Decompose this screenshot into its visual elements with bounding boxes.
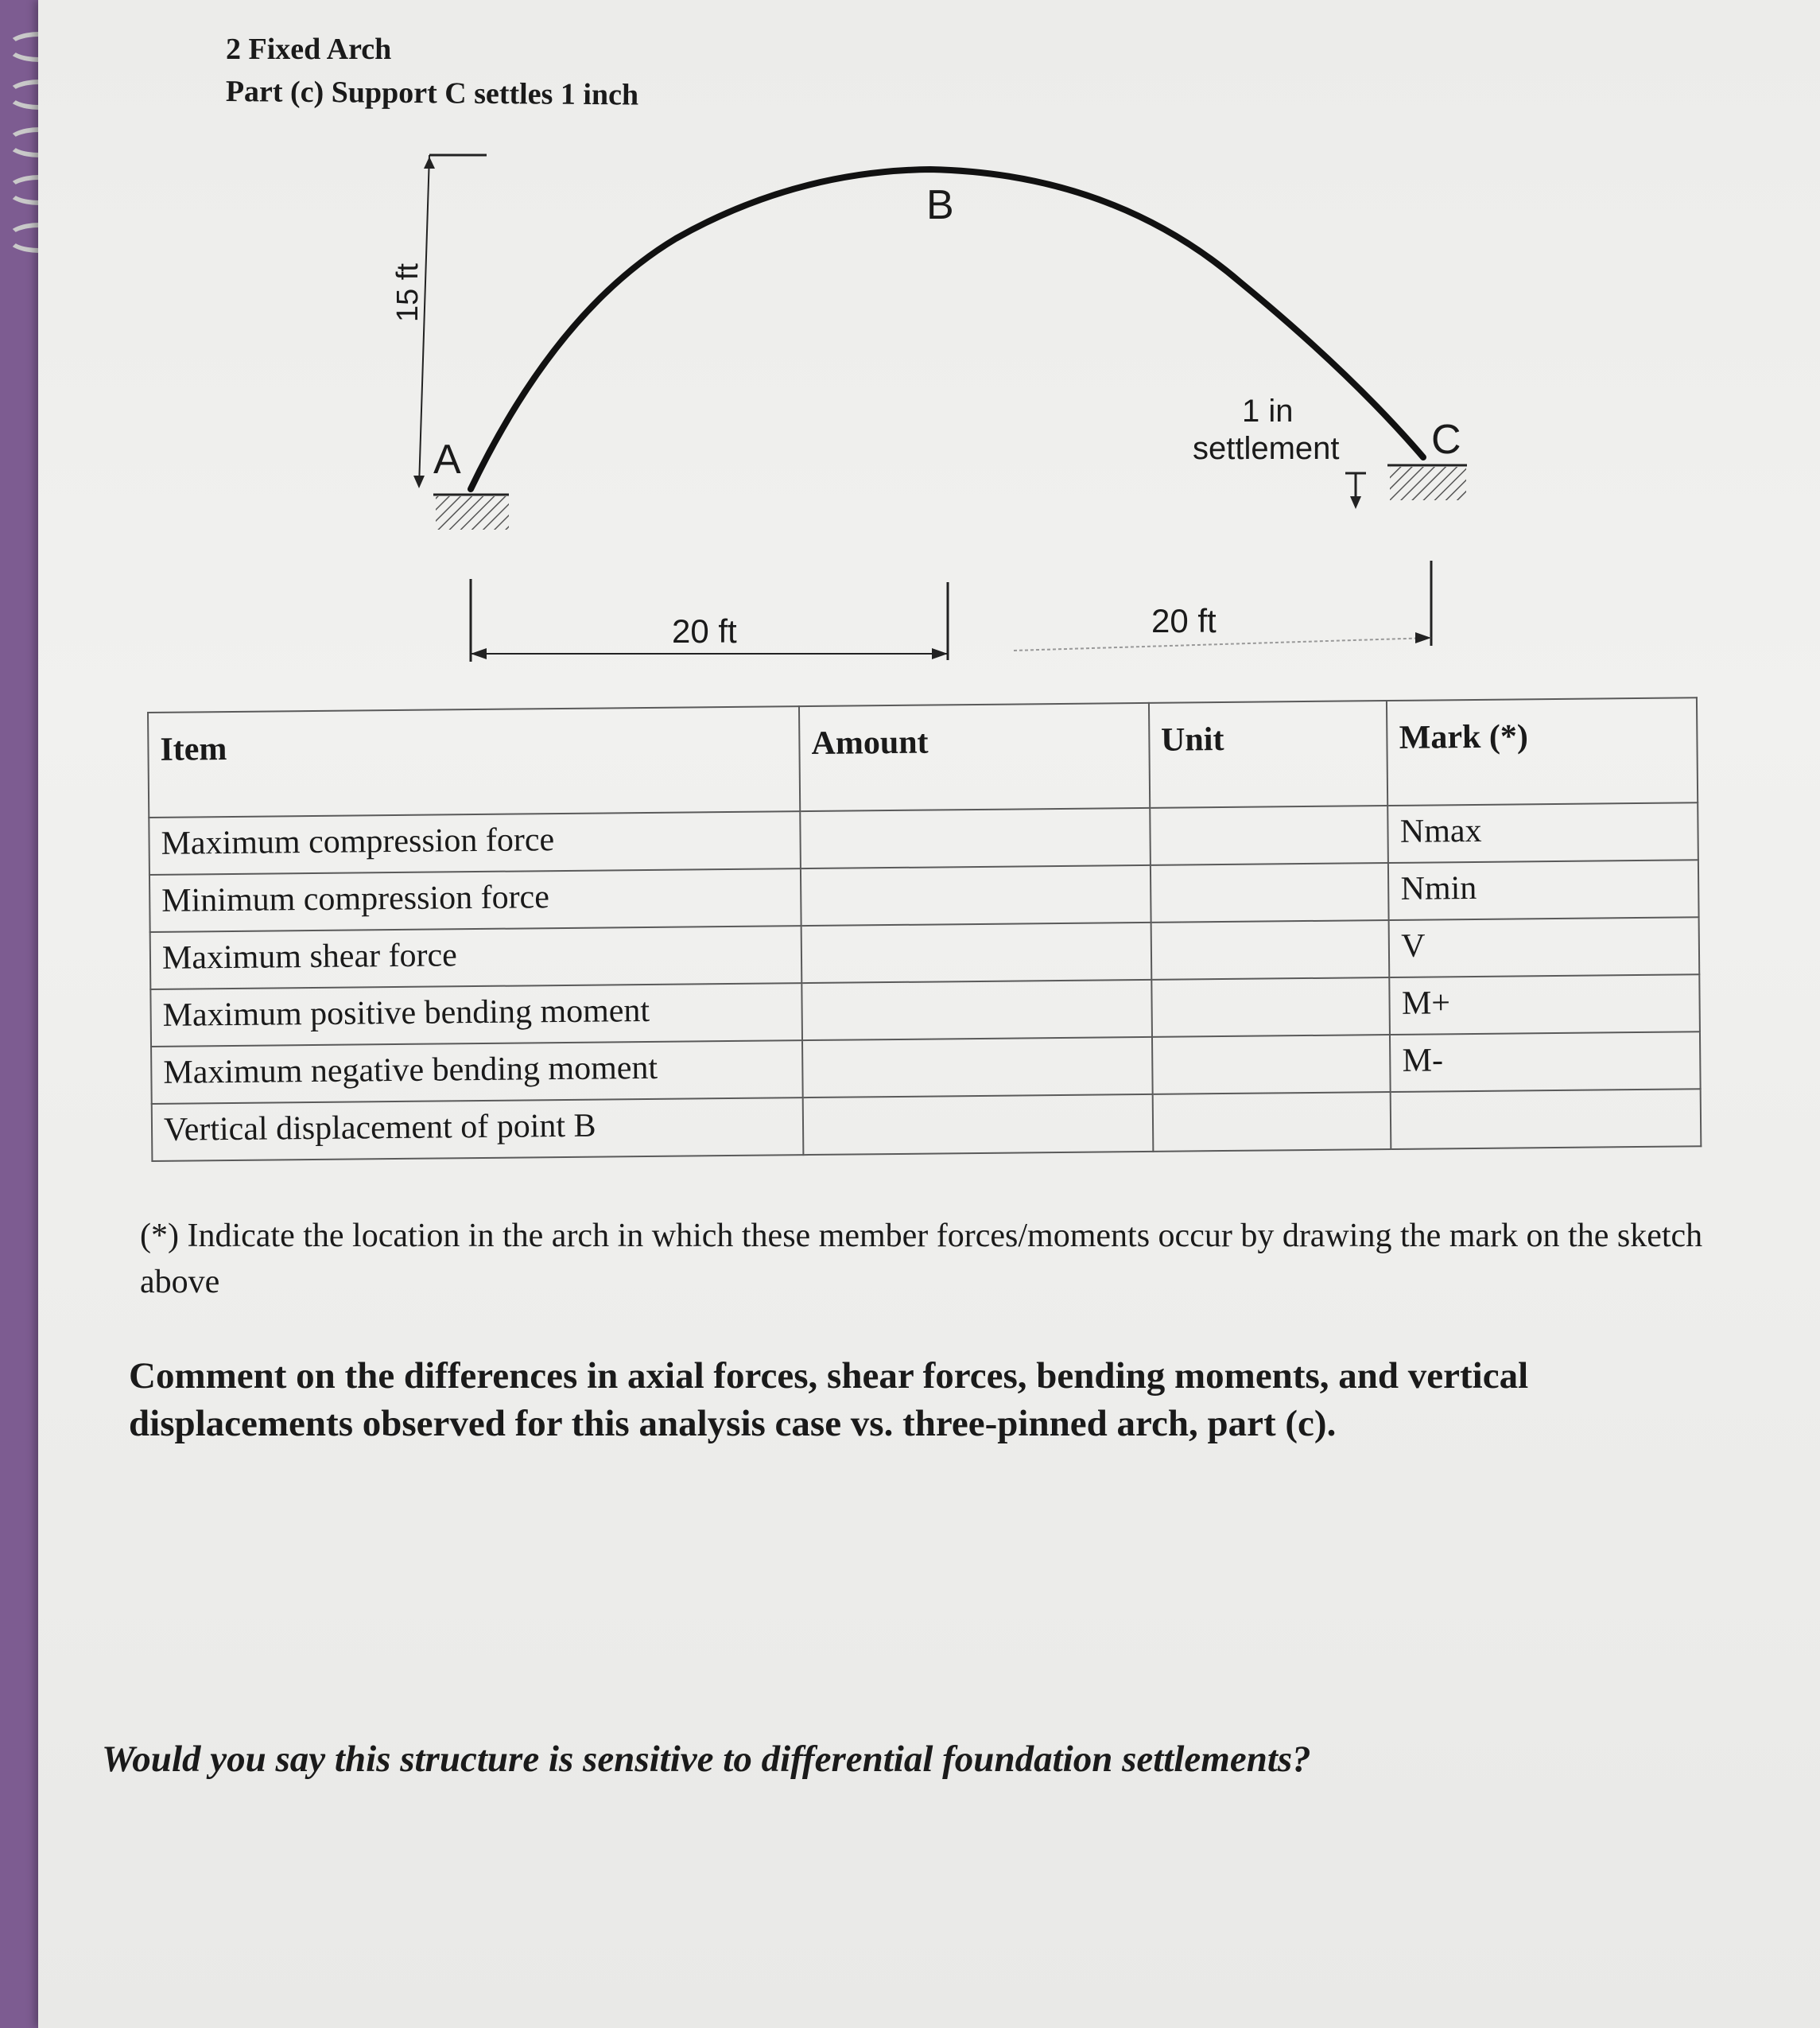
settlement-label-line2: settlement [1193,431,1340,466]
unit-cell[interactable] [1152,1035,1391,1094]
header-amount: Amount [799,703,1150,811]
header-item: Item [148,706,800,818]
height-dimension-label: 15 ft [391,263,425,322]
amount-cell[interactable] [800,808,1150,868]
mark-cell: M- [1390,1031,1700,1092]
mark-cell: V [1389,917,1699,977]
settlement-arrow [1345,473,1366,509]
unit-cell[interactable] [1151,920,1389,980]
item-cell: Minimum compression force [149,868,801,932]
item-cell: Maximum compression force [149,811,801,875]
mark-cell: Nmin [1388,860,1698,920]
item-cell: Maximum shear force [150,926,802,989]
mark-cell: M+ [1390,974,1700,1035]
arch-diagram [0,0,1820,716]
point-c-label: C [1431,417,1461,463]
right-span-label: 20 ft [1151,602,1217,639]
amount-cell[interactable] [801,923,1151,983]
unit-cell[interactable] [1151,977,1390,1037]
item-cell: Vertical displacement of point B [152,1098,804,1161]
support-a [433,495,509,530]
section-title: 2 Fixed Arch [226,33,392,66]
amount-cell[interactable] [803,1094,1153,1155]
unit-cell[interactable] [1150,806,1388,865]
mark-cell [1391,1089,1701,1149]
header-mark: Mark (*) [1387,697,1698,806]
settlement-question: Would you say this structure is sensitive to differential foundation settlements? [102,1739,1311,1780]
point-a-label: A [433,437,461,483]
comment-prompt: Comment on the differences in axial forces, shear forces, bending moments, and vertical displacements observed for this analysis case vs. three-pinned arch, part (c). [129,1355,1529,1444]
table-header-row [148,697,1698,818]
span-dimension-line [471,561,1431,662]
support-c [1387,465,1467,500]
unit-cell[interactable] [1151,863,1389,923]
amount-cell[interactable] [801,865,1151,926]
mark-cell: Nmax [1388,802,1698,863]
header-unit: Unit [1149,701,1388,808]
settlement-label-line1: 1 in [1242,394,1294,429]
point-b-label: B [926,182,954,228]
mark-note: (*) Indicate the location in the arch in which these member forces/moments occur by drawing the mark on the sketch above [140,1218,1703,1300]
left-span-label: 20 ft [672,612,737,650]
item-cell: Maximum negative bending moment [151,1040,803,1104]
part-title: Part (c) Support C settles 1 inch [225,74,639,112]
amount-cell[interactable] [802,1037,1152,1098]
results-table [147,697,1702,1162]
unit-cell[interactable] [1152,1092,1391,1152]
item-cell: Maximum positive bending moment [150,983,802,1047]
amount-cell[interactable] [801,980,1151,1040]
